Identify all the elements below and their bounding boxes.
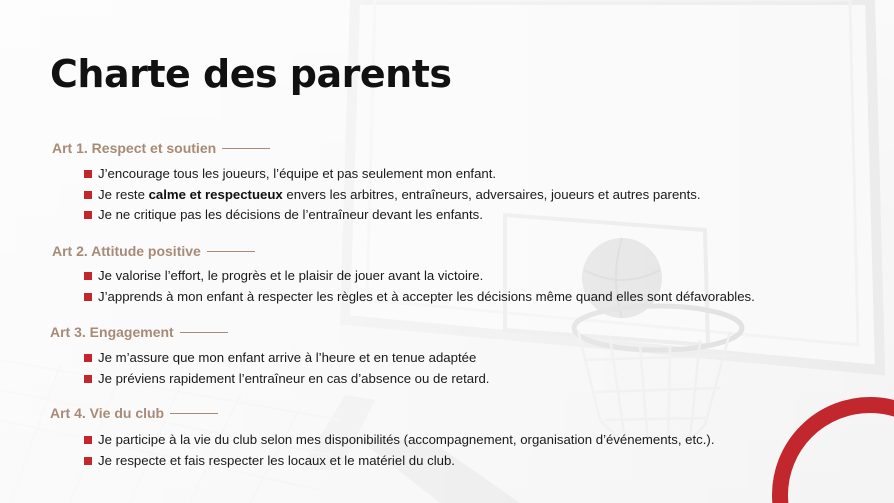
heading-divider-line xyxy=(170,413,218,414)
section-heading-attitude xyxy=(52,243,255,259)
list-item xyxy=(84,451,714,472)
list-item xyxy=(84,164,701,185)
section-heading-label: Art 1. Respect et soutien xyxy=(52,140,217,156)
red-square-bullet-icon xyxy=(84,191,92,199)
section-heading-respect xyxy=(52,140,270,156)
heading-divider-line xyxy=(207,251,255,252)
list-item xyxy=(84,430,714,451)
list-item-text-start: Je reste xyxy=(98,186,149,202)
list-item-text: Je participe à la vie du club selon mes disponibilités (accompagnement, organisation d’événements, etc.). xyxy=(98,432,715,447)
list-item-text-end: envers les arbitres, entraîneurs, adversaires, joueurs et autres parents. xyxy=(282,186,701,202)
red-square-bullet-icon xyxy=(84,211,92,219)
red-square-bullet-icon xyxy=(84,354,92,362)
section-heading-label: Art 3. Engagement xyxy=(50,324,174,340)
section-heading-label: Art 4. Vie du club xyxy=(50,405,165,421)
list-item-text: Je respecte et fais respecter les locaux et le matériel du club. xyxy=(98,452,455,468)
list-item-text: Je ne critique pas les décisions de l’entraîneur devant les enfants. xyxy=(98,207,483,222)
list-item-emphasis: calme et respectueux xyxy=(148,186,283,202)
list-item xyxy=(84,287,755,308)
red-square-bullet-icon xyxy=(84,436,92,444)
list-item xyxy=(84,348,489,369)
page-title: Charte des parents xyxy=(50,52,452,96)
list-item-text: Je valorise l’effort, le progrès et le plaisir de jouer avant la victoire. xyxy=(98,268,484,283)
heading-divider-line xyxy=(222,148,270,149)
list-item xyxy=(84,205,701,226)
list-item xyxy=(84,266,755,287)
red-square-bullet-icon xyxy=(84,457,92,465)
section-heading-label: Art 2. Attitude positive xyxy=(52,243,201,259)
list-item-text: J’encourage tous les joueurs, l’équipe et pas seulement mon enfant. xyxy=(98,166,497,181)
section-list-attitude xyxy=(84,266,755,307)
red-square-bullet-icon xyxy=(84,170,92,178)
list-item xyxy=(84,369,489,390)
list-item-text: Je m’assure que mon enfant arrive à l’heure et en tenue adaptée xyxy=(98,350,477,365)
list-item-text: Je préviens rapidement l’entraîneur en cas d’absence ou de retard. xyxy=(98,370,490,386)
red-square-bullet-icon xyxy=(84,375,92,383)
section-list-engagement xyxy=(84,348,489,389)
red-square-bullet-icon xyxy=(84,272,92,280)
list-item xyxy=(84,185,701,206)
red-square-bullet-icon xyxy=(84,293,92,301)
section-heading-club-life xyxy=(50,405,218,421)
red-arc-decoration xyxy=(760,385,894,503)
heading-divider-line xyxy=(180,332,228,333)
section-list-respect xyxy=(84,164,701,226)
list-item-text: J’apprends à mon enfant à respecter les règles et à accepter les décisions même quand elles sont défavorables. xyxy=(98,288,755,304)
section-list-club-life xyxy=(84,430,714,471)
section-heading-engagement xyxy=(50,324,228,340)
